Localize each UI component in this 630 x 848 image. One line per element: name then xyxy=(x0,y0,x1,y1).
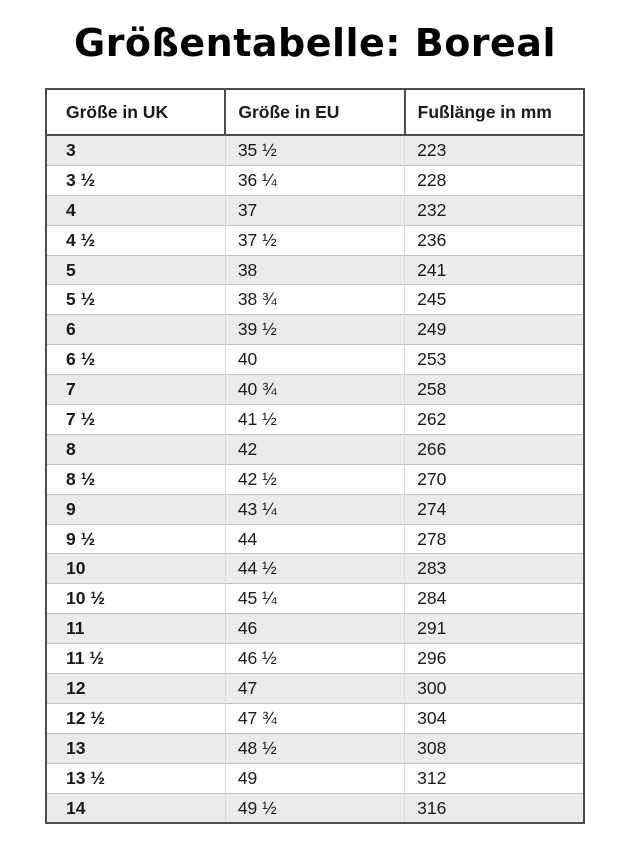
header-eu-size: Größe in EU xyxy=(225,89,404,135)
foot-length-cell: 278 xyxy=(405,524,584,554)
eu-size-cell: 47 ¾ xyxy=(225,703,404,733)
foot-length-cell: 283 xyxy=(405,554,584,584)
table-row xyxy=(46,135,584,165)
uk-size-cell: 10 ½ xyxy=(46,584,225,614)
foot-length-cell: 308 xyxy=(405,733,584,763)
size-table-body xyxy=(46,135,584,823)
uk-size-cell: 6 ½ xyxy=(46,345,225,375)
uk-size-cell: 12 xyxy=(46,674,225,704)
foot-length-cell: 304 xyxy=(405,703,584,733)
table-row xyxy=(46,763,584,793)
table-row xyxy=(46,524,584,554)
eu-size-cell: 47 xyxy=(225,674,404,704)
uk-size-cell: 5 ½ xyxy=(46,285,225,315)
table-row xyxy=(46,345,584,375)
foot-length-cell: 245 xyxy=(405,285,584,315)
uk-size-cell: 9 xyxy=(46,494,225,524)
foot-length-cell: 258 xyxy=(405,375,584,405)
eu-size-cell: 42 xyxy=(225,434,404,464)
foot-length-cell: 228 xyxy=(405,165,584,195)
table-row xyxy=(46,733,584,763)
table-row xyxy=(46,554,584,584)
uk-size-cell: 8 xyxy=(46,434,225,464)
uk-size-cell: 3 xyxy=(66,139,76,160)
uk-size-cell: 4 ½ xyxy=(46,225,225,255)
eu-size-cell: 44 xyxy=(225,524,404,554)
eu-size-cell: 41 ½ xyxy=(225,405,404,435)
foot-length-cell: 253 xyxy=(405,345,584,375)
uk-size-cell: 13 xyxy=(46,733,225,763)
eu-size-cell: 42 ½ xyxy=(225,464,404,494)
uk-size-cell: 5 xyxy=(46,255,225,285)
eu-size-cell: 37 ½ xyxy=(225,225,404,255)
table-row xyxy=(46,793,584,823)
table-row xyxy=(46,464,584,494)
foot-length-cell: 312 xyxy=(405,763,584,793)
header-uk-size: Größe in UK xyxy=(46,89,225,135)
eu-size-cell: 40 ¾ xyxy=(225,375,404,405)
foot-length-cell: 300 xyxy=(405,674,584,704)
table-row xyxy=(46,494,584,524)
uk-size-cell: 11 xyxy=(46,614,225,644)
table-row xyxy=(46,165,584,195)
eu-size-cell: 37 xyxy=(225,195,404,225)
uk-size-cell: 11 ½ xyxy=(46,644,225,674)
table-row xyxy=(46,255,584,285)
eu-size-cell: 35 ½ xyxy=(225,135,404,165)
foot-length-cell: 270 xyxy=(405,464,584,494)
uk-size-cell: 3 ½ xyxy=(46,165,225,195)
foot-length-cell: 236 xyxy=(405,225,584,255)
eu-size-cell: 45 ¼ xyxy=(225,584,404,614)
foot-length-cell: 266 xyxy=(405,434,584,464)
eu-size-cell: 44 ½ xyxy=(225,554,404,584)
uk-size-cell: 4 xyxy=(46,195,225,225)
table-row xyxy=(46,584,584,614)
table-row xyxy=(46,315,584,345)
foot-length-cell: 232 xyxy=(405,195,584,225)
uk-size-cell: 12 ½ xyxy=(46,703,225,733)
eu-size-cell: 40 xyxy=(225,345,404,375)
table-row xyxy=(46,614,584,644)
eu-size-cell: 39 ½ xyxy=(225,315,404,345)
eu-size-cell: 46 xyxy=(225,614,404,644)
eu-size-cell: 43 ¼ xyxy=(225,494,404,524)
foot-length-cell: 262 xyxy=(405,405,584,435)
table-row xyxy=(46,674,584,704)
uk-size-cell: 14 xyxy=(46,793,225,823)
table-row xyxy=(46,405,584,435)
header-foot-length: Fußlänge in mm xyxy=(405,89,584,135)
page-title: Größentabelle: Boreal xyxy=(74,21,556,65)
size-table xyxy=(45,88,585,824)
eu-size-cell: 48 ½ xyxy=(225,733,404,763)
eu-size-cell: 46 ½ xyxy=(225,644,404,674)
table-row xyxy=(46,375,584,405)
uk-size-cell: 6 xyxy=(46,315,225,345)
uk-size-cell: 8 ½ xyxy=(46,464,225,494)
uk-size-cell: 7 ½ xyxy=(46,405,225,435)
eu-size-cell: 49 xyxy=(225,763,404,793)
eu-size-cell: 36 ¼ xyxy=(225,165,404,195)
table-row xyxy=(46,644,584,674)
eu-size-cell: 38 ¾ xyxy=(225,285,404,315)
foot-length-cell: 316 xyxy=(405,793,584,823)
foot-length-cell: 223 xyxy=(405,135,584,165)
foot-length-cell: 241 xyxy=(405,255,584,285)
uk-size-cell: 13 ½ xyxy=(46,763,225,793)
foot-length-cell: 249 xyxy=(405,315,584,345)
table-row xyxy=(46,434,584,464)
foot-length-cell: 291 xyxy=(405,614,584,644)
size-table-header xyxy=(46,89,584,135)
header-row xyxy=(46,89,584,135)
uk-size-cell: 9 ½ xyxy=(46,524,225,554)
table-row xyxy=(46,195,584,225)
foot-length-cell: 296 xyxy=(405,644,584,674)
eu-size-cell: 38 xyxy=(225,255,404,285)
eu-size-cell: 49 ½ xyxy=(225,793,404,823)
foot-length-cell: 274 xyxy=(405,494,584,524)
table-row xyxy=(46,703,584,733)
uk-size-cell: 7 xyxy=(46,375,225,405)
table-row xyxy=(46,285,584,315)
foot-length-cell: 284 xyxy=(405,584,584,614)
uk-size-cell: 10 xyxy=(46,554,225,584)
table-row xyxy=(46,225,584,255)
